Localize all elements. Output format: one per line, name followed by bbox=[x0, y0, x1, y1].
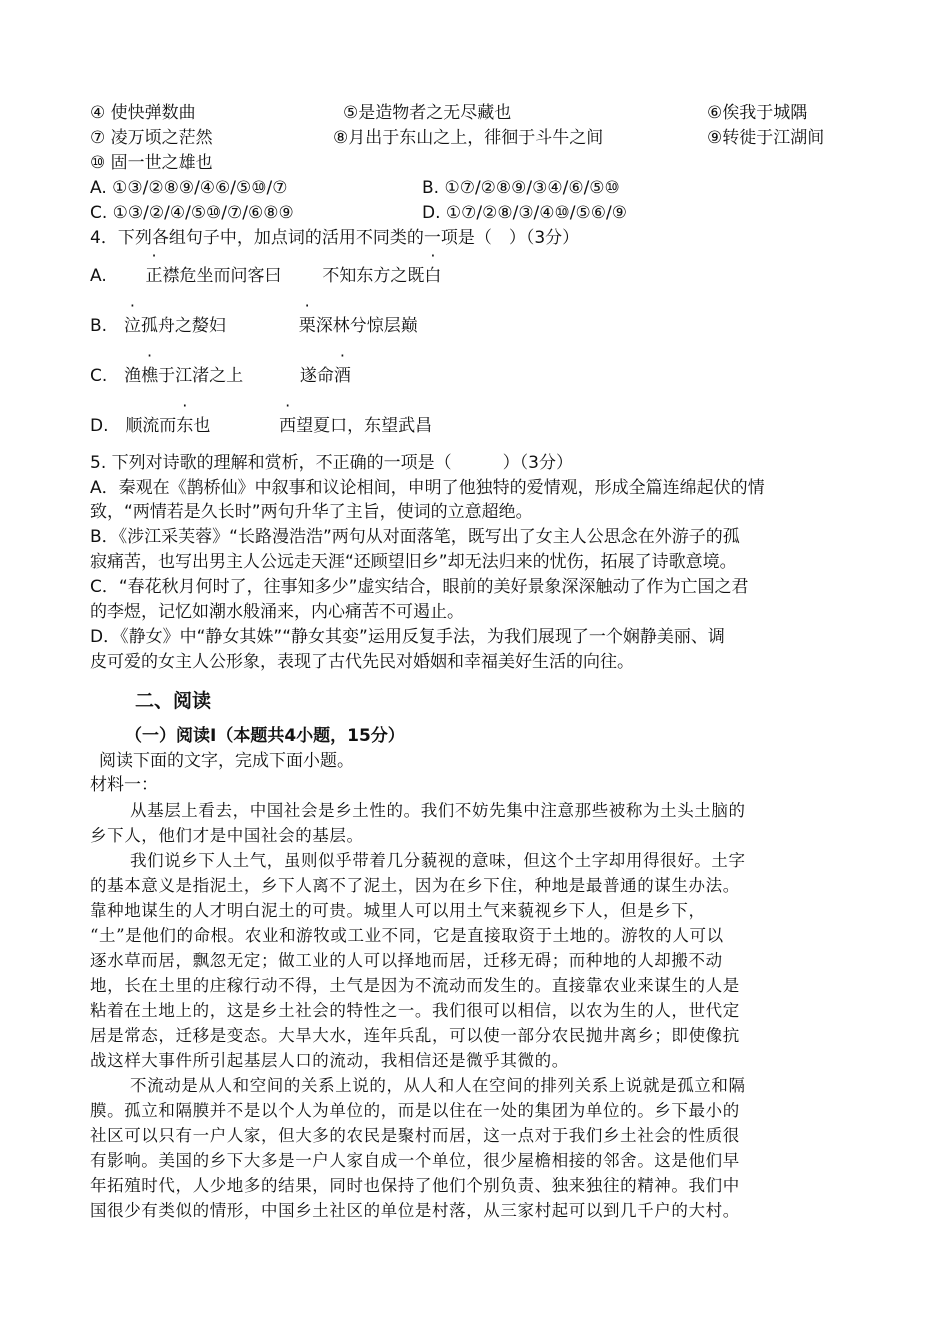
q4-sentence-1: 正襟危坐而问客曰 bbox=[145, 266, 282, 286]
q4-sentence-2: 遂命酒 bbox=[299, 366, 351, 386]
q3-option-a: A. ①③/②⑧⑨/④⑥/⑤⑩/⑦ bbox=[90, 178, 288, 198]
paragraph-line: 居是常态，迁移是变态。大旱大水，连年兵乱，可以使一部分农民抛井离乡；即使像抗 bbox=[90, 1026, 740, 1045]
q4-sentence-2: 西望夏口，东望武昌 bbox=[279, 416, 433, 436]
q5-option-d-line1: D．《静女》中“静女其姝”“静女其娈”运用反复手法，为我们展现了一个娴静美丽、调 bbox=[90, 627, 725, 647]
dotted-word: 白 bbox=[424, 266, 442, 286]
q4-sentence-2: 不知东方之既白 bbox=[322, 266, 442, 286]
section-subtitle: （一）阅读Ⅰ（本题共4小题，15分） bbox=[125, 726, 405, 746]
dotted-word: 东 bbox=[176, 416, 194, 436]
paragraph-line: 我们说乡下人土气，虽则似乎带着几分藐视的意味，但这个土字却用得很好。土字 bbox=[130, 851, 746, 870]
paragraph-line: 社区可以只有一户人家，但大多的农民是聚村而居，这一点对于我们乡土社会的性质很 bbox=[90, 1126, 740, 1145]
q5-option-b-line1: B．《涉江采芙蓉》“长路漫浩浩”两句从对面落笔，既写出了女主人公思念在外游子的孤 bbox=[90, 527, 740, 547]
material-label: 材料一： bbox=[90, 775, 158, 795]
paragraph-line: 不流动是从人和空间的关系上说的，从人和人在空间的排列关系上说就是孤立和隔 bbox=[130, 1076, 746, 1095]
paragraph-line: 从基层上看去，中国社会是乡土性的。我们不妨先集中注意那些被称为土头土脑的 bbox=[130, 801, 746, 820]
paragraph-line: 有影响。美国的乡下大多是一户人家自成一个单位，很少屋檐相接的邻舍。这是他们早 bbox=[90, 1151, 740, 1170]
paragraph-line: 膜。孤立和隔膜并不是以个人为单位的，而是以住在一处的集团为单位的。乡下最小的 bbox=[90, 1101, 740, 1120]
dotted-word: 泣 bbox=[123, 316, 141, 336]
q3-option-b: B. ①⑦/②⑧⑨/③④/⑥/⑤⑩ bbox=[422, 178, 620, 198]
q5-option-b-line2: 寂痛苦，也写出男主人公远走天涯“还顾望旧乡”却无法归来的忧伤，拓展了诗歌意境。 bbox=[90, 552, 737, 572]
q4-sentence-1: 顺流而东也 bbox=[125, 416, 211, 436]
q5-stem: 5. 下列对诗歌的理解和赏析，不正确的一项是（ ）（3分） bbox=[90, 453, 573, 473]
paragraph-line: 国很少有类似的情形，中国乡土社区的单位是村落，从三家村起可以到几千户的大村。 bbox=[90, 1201, 740, 1220]
paragraph-line: “土”是他们的命根。农业和游牧或工业不同，它是直接取资于土地的。游牧的人可以 bbox=[90, 926, 724, 945]
q3-item-8: ⑧月出于东山之上，徘徊于斗牛之间 bbox=[333, 128, 604, 148]
q4-option-d bbox=[90, 414, 432, 438]
q4-option-label: C. bbox=[90, 366, 108, 386]
q5-option-c-line1: C．“春花秋月何时了，往事知多少”虚实结合，眼前的美好景象深深触动了作为亡国之君 bbox=[90, 577, 749, 597]
paragraph-line: 战这样大事件所引起基层人口的流动，我相信还是微乎其微的。 bbox=[90, 1051, 569, 1070]
q4-option-a bbox=[90, 264, 441, 288]
q4-option-c bbox=[90, 364, 351, 388]
q4-option-label: D. bbox=[90, 416, 109, 436]
q4-option-label: B. bbox=[90, 316, 108, 336]
paragraph-line: 年拓殖时代，人少地多的结果，同时也保持了他们个别负责、独来独往的精神。我们中 bbox=[90, 1176, 740, 1195]
q4-sentence-1: 渔樵于江渚之上 bbox=[124, 366, 244, 386]
dotted-word: 正 bbox=[145, 266, 163, 286]
q4-stem: 4．下列各组句子中，加点词的活用不同类的一项是（ ）（3分） bbox=[90, 228, 580, 248]
section-title: 二、阅读 bbox=[135, 690, 212, 712]
paragraph-line: 乡下人，他们才是中国社会的基层。 bbox=[90, 826, 364, 845]
dotted-word: 酒 bbox=[333, 366, 351, 386]
q3-item-4: ④ 使快弹数曲 bbox=[90, 103, 196, 123]
paragraph-line: 逐水草而居，飘忽无定；做工业的人可以择地而居，迁移无碍；而种地的人却搬不动 bbox=[90, 951, 723, 970]
q5-option-a-line1: A．秦观在《鹊桥仙》中叙事和议论相间，申明了他独特的爱情观，形成全篇连绵起伏的情 bbox=[90, 478, 765, 498]
paragraph-line: 的基本意义是指泥土，乡下人离不了泥土，因为在乡下住，种地是最普通的谋生办法。 bbox=[90, 876, 740, 895]
dotted-word: 樵 bbox=[141, 366, 159, 386]
q4-sentence-2: 栗深林兮惊层巅 bbox=[298, 316, 418, 336]
q3-item-9: ⑨转徙于江湖间 bbox=[707, 128, 825, 148]
paragraph-line: 粘着在土地上的，这是乡土社会的特性之一。我们很可以相信，以农为生的人，世代定 bbox=[90, 1001, 740, 1020]
q4-option-label: A. bbox=[90, 266, 107, 286]
q3-option-c: C. ①③/②/④/⑤⑩/⑦/⑥⑧⑨ bbox=[90, 203, 294, 223]
paragraph-line: 地，长在土里的庄稼行动不得，土气是因为不流动而发生的。直接靠农业来谋生的人是 bbox=[90, 976, 740, 995]
q3-item-10: ⑩ 固一世之雄也 bbox=[90, 153, 213, 173]
q5-option-d-line2: 皮可爱的女主人公形象，表现了古代先民对婚姻和幸福美好生活的向往。 bbox=[90, 652, 634, 672]
q4-option-b bbox=[90, 314, 418, 338]
q5-option-a-line2: 致，“两情若是久长时”两句升华了主旨，使词的立意超绝。 bbox=[90, 502, 533, 522]
dotted-word: 栗 bbox=[298, 316, 316, 336]
q3-item-7: ⑦ 凌万顷之茫然 bbox=[90, 128, 213, 148]
q3-item-6: ⑥俟我于城隅 bbox=[707, 103, 808, 123]
q3-option-d: D. ①⑦/②⑧/③/④⑩/⑤⑥/⑨ bbox=[422, 203, 627, 223]
dotted-word: 西 bbox=[279, 416, 297, 436]
reading-instruction: 阅读下面的文字，完成下面小题。 bbox=[99, 751, 354, 771]
paragraph-line: 靠种地谋生的人才明白泥土的可贵。城里人可以用土气来藐视乡下人，但是乡下， bbox=[90, 901, 706, 920]
q4-sentence-1: 泣孤舟之嫠妇 bbox=[123, 316, 226, 336]
q5-option-c-line2: 的李煜，记忆如潮水般涌来，内心痛苦不可遏止。 bbox=[90, 602, 464, 622]
q3-item-5: ⑤是造物者之无尽藏也 bbox=[343, 103, 512, 123]
